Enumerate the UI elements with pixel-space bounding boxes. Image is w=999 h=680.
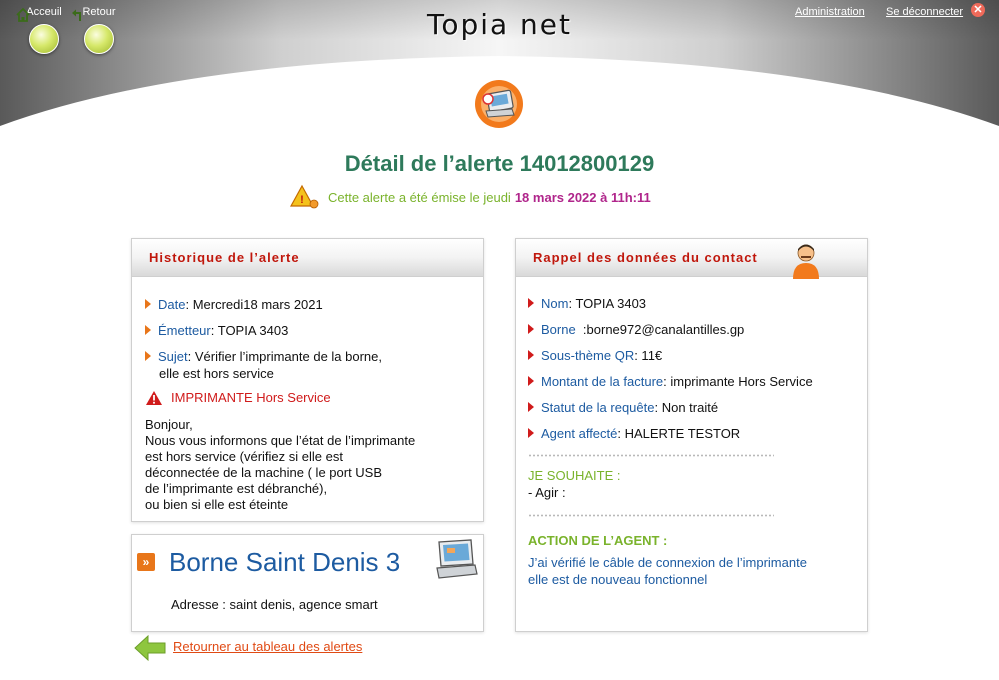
message-line: déconnectée de la machine ( le port USB xyxy=(145,465,383,480)
bullet-icon xyxy=(528,350,534,360)
contact-value: : Non traité xyxy=(654,400,719,415)
contact-value: : 11€ xyxy=(634,348,663,363)
page-title: Détail de l’alerte 14012800129 xyxy=(344,151,655,176)
contact-label: Borne xyxy=(541,322,576,337)
emission-info xyxy=(290,184,651,210)
date-value: : Mercredi18 mars 2021 xyxy=(185,297,323,312)
alert-triangle-icon xyxy=(145,390,163,406)
sender-label: Émetteur xyxy=(158,323,211,338)
message-line: Bonjour, xyxy=(145,417,193,432)
logout-link[interactable]: Se déconnecter xyxy=(886,6,964,18)
message-line: est hors service (vérifiez si elle est xyxy=(145,449,343,464)
bullet-icon xyxy=(528,376,534,386)
contact-value: :borne972@canalantilles.gp xyxy=(575,322,745,337)
message-line: Nous vous informons que l’état de l’imprimante xyxy=(145,433,416,448)
date-label: Date xyxy=(158,297,186,312)
bullet-icon xyxy=(528,324,534,334)
bullet-icon xyxy=(145,299,151,309)
contact-row xyxy=(528,322,744,337)
bullet-icon xyxy=(145,325,151,335)
divider xyxy=(528,454,774,457)
warning-text: IMPRIMANTE Hors Service xyxy=(171,390,331,405)
agent-action-text xyxy=(528,554,807,588)
bullet-icon xyxy=(528,402,534,412)
user-avatar-icon xyxy=(789,241,823,281)
printer-warning xyxy=(145,390,331,406)
history-date-row xyxy=(145,297,323,312)
agent-action-title: ACTION DE L’AGENT : xyxy=(528,533,668,548)
message-body xyxy=(145,417,415,513)
administration-link[interactable]: Administration xyxy=(795,6,865,18)
warning-sign-icon xyxy=(290,184,320,210)
emission-date: 18 mars 2022 à 11h:11 xyxy=(514,189,651,205)
contact-label: Statut de la requête xyxy=(541,400,655,415)
contact-value: : imprimante Hors Service xyxy=(663,374,813,389)
contact-value: : TOPIA 3403 xyxy=(568,296,647,311)
borne-panel xyxy=(131,534,484,632)
subject-value: : Vérifier l’imprimante de la borne, xyxy=(187,349,382,364)
divider xyxy=(528,514,774,517)
agent-action-line: elle est de nouveau fonctionnel xyxy=(528,572,708,587)
message-line: ou bien si elle est éteinte xyxy=(145,497,289,512)
chevron-right-icon: » xyxy=(137,553,155,571)
subject-label: Sujet xyxy=(158,349,188,364)
history-panel-title: Historique de l’alerte xyxy=(132,239,483,277)
contact-row xyxy=(528,374,813,389)
alert-kiosk-icon xyxy=(474,79,524,129)
back-to-alerts-link[interactable]: Retourner au tableau des alertes xyxy=(173,639,363,654)
contact-value: : HALERTE TESTOR xyxy=(617,426,741,441)
close-icon[interactable]: ✕ xyxy=(971,3,985,17)
contact-label: Agent affecté xyxy=(541,426,618,441)
contact-label: Montant de la facture xyxy=(541,374,664,389)
history-panel xyxy=(131,238,484,522)
history-subject-row xyxy=(145,349,382,364)
back-arrow-icon[interactable] xyxy=(133,634,167,662)
contact-label: Sous-thème QR xyxy=(541,348,635,363)
svg-text:!: ! xyxy=(300,194,304,206)
contact-label: Nom xyxy=(541,296,569,311)
contact-row xyxy=(528,426,740,441)
wish-title: JE SOUHAITE : xyxy=(528,468,621,483)
history-sender-row xyxy=(145,323,288,338)
sender-value: : TOPIA 3403 xyxy=(210,323,289,338)
site-title: Topia net xyxy=(426,8,573,41)
agent-action-line: J’ai vérifié le câble de connexion de l’imprimante xyxy=(528,555,807,570)
message-line: de l’imprimante est débranché), xyxy=(145,481,328,496)
bullet-icon xyxy=(528,428,534,438)
contact-row xyxy=(528,348,662,363)
wish-value: - Agir : xyxy=(528,485,566,500)
bullet-icon xyxy=(528,298,534,308)
borne-name: Borne Saint Denis 3 xyxy=(169,547,401,577)
home-nav-label: Acceuil xyxy=(26,6,62,18)
bullet-icon xyxy=(145,351,151,361)
emission-text: Cette alerte a été émise le jeudi xyxy=(328,189,511,205)
contact-row xyxy=(528,400,718,415)
borne-address: Adresse : saint denis, agence smart xyxy=(171,597,378,612)
contact-panel xyxy=(515,238,868,632)
kiosk-icon xyxy=(433,538,479,582)
contact-row xyxy=(528,296,646,311)
subject-value-continued: elle est hors service xyxy=(159,366,274,381)
back-nav-label: Retour xyxy=(82,6,116,18)
contact-panel-title: Rappel des données du contact xyxy=(516,239,867,277)
